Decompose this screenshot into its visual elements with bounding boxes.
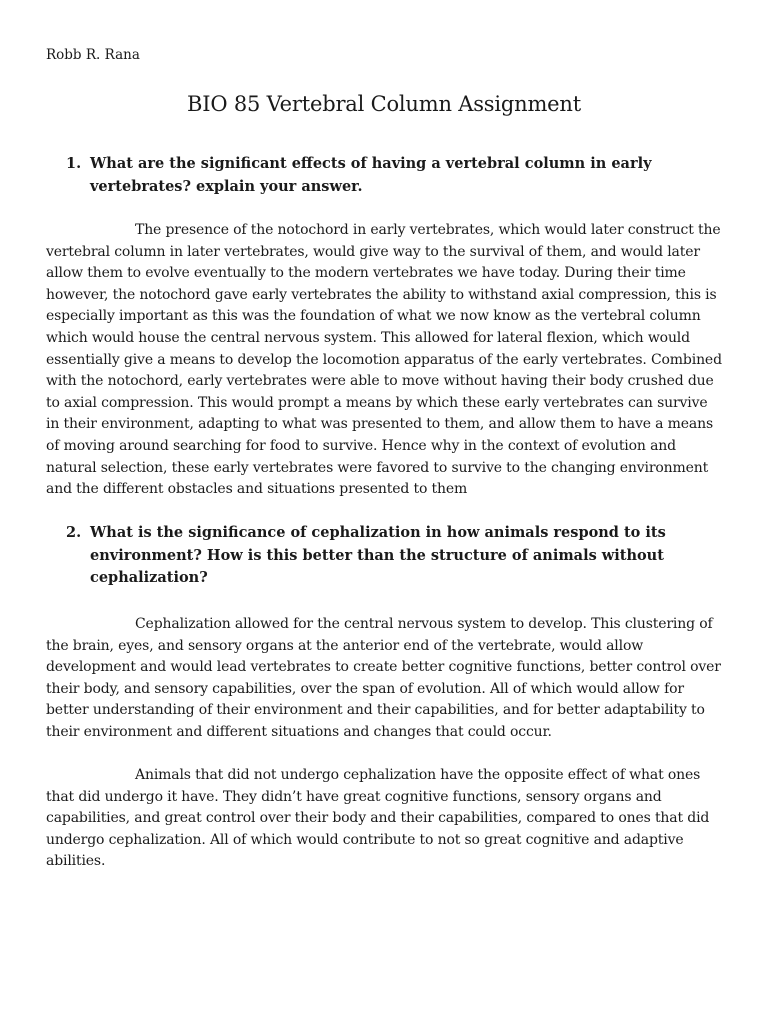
question-2 (66, 522, 726, 590)
answer-paragraph: Cephalization allowed for the central nervous system to develop. This clustering of the brain, eyes, and sensory organs at the anterior end of the vertebrate, would allow development and would lead vertebrates to create better cognitive functions, better control over their body, and sensory capabilities, over the span of evolution. All of which would allow for better understanding of their environment and their capabilities, and for better adaptability to their environment and different situations and changes that could occur. (46, 616, 721, 740)
author-name: Robb R. Rana (46, 47, 140, 63)
question-1 (66, 153, 726, 198)
question-text: What is the significance of cephalization in how animals respond to its environment? How is this better than the structure of animals without cephalization? (90, 524, 666, 586)
answer-paragraph: Animals that did not undergo cephalization have the opposite effect of what ones that did undergo it have. They didn’t have great cognitive functions, sensory organs and capabilities, and great control over their body and their capabilities, compared to ones that did undergo cephalization. All of which would contribute to not so great cognitive and adaptive abilities. (46, 767, 710, 870)
question-number: 1. (66, 155, 82, 172)
document-title: BIO 85 Vertebral Column Assignment (187, 92, 581, 116)
answer-paragraph: The presence of the notochord in early vertebrates, which would later construct the vertebral column in later vertebrates, would give way to the survival of them, and would later allow them to evolve eventually to the modern vertebrates we have today. During their time however, the notochord gave early vertebrates the ability to withstand axial compression, this is especially important as this was the foundation of what we now know as the vertebral column which would house the central nervous system. This allowed for lateral flexion, which would essentially give a means to develop the locomotion apparatus of the early vertebrates. Combined with the notochord, early vertebrates were able to move without having their body crushed due to axial compression. This would prompt a means by which these early vertebrates can survive in their environment, adapting to what was presented to them, and allow them to have a means of moving around searching for food to survive. Hence why in the context of evolution and natural selection, these early vertebrates were favored to survive to the changing environment and the different obstacles and situations presented to them (46, 222, 722, 498)
question-text: What are the significant effects of having a vertebral column in early vertebrates? explain your answer. (90, 155, 652, 195)
question-number: 2. (66, 524, 82, 541)
